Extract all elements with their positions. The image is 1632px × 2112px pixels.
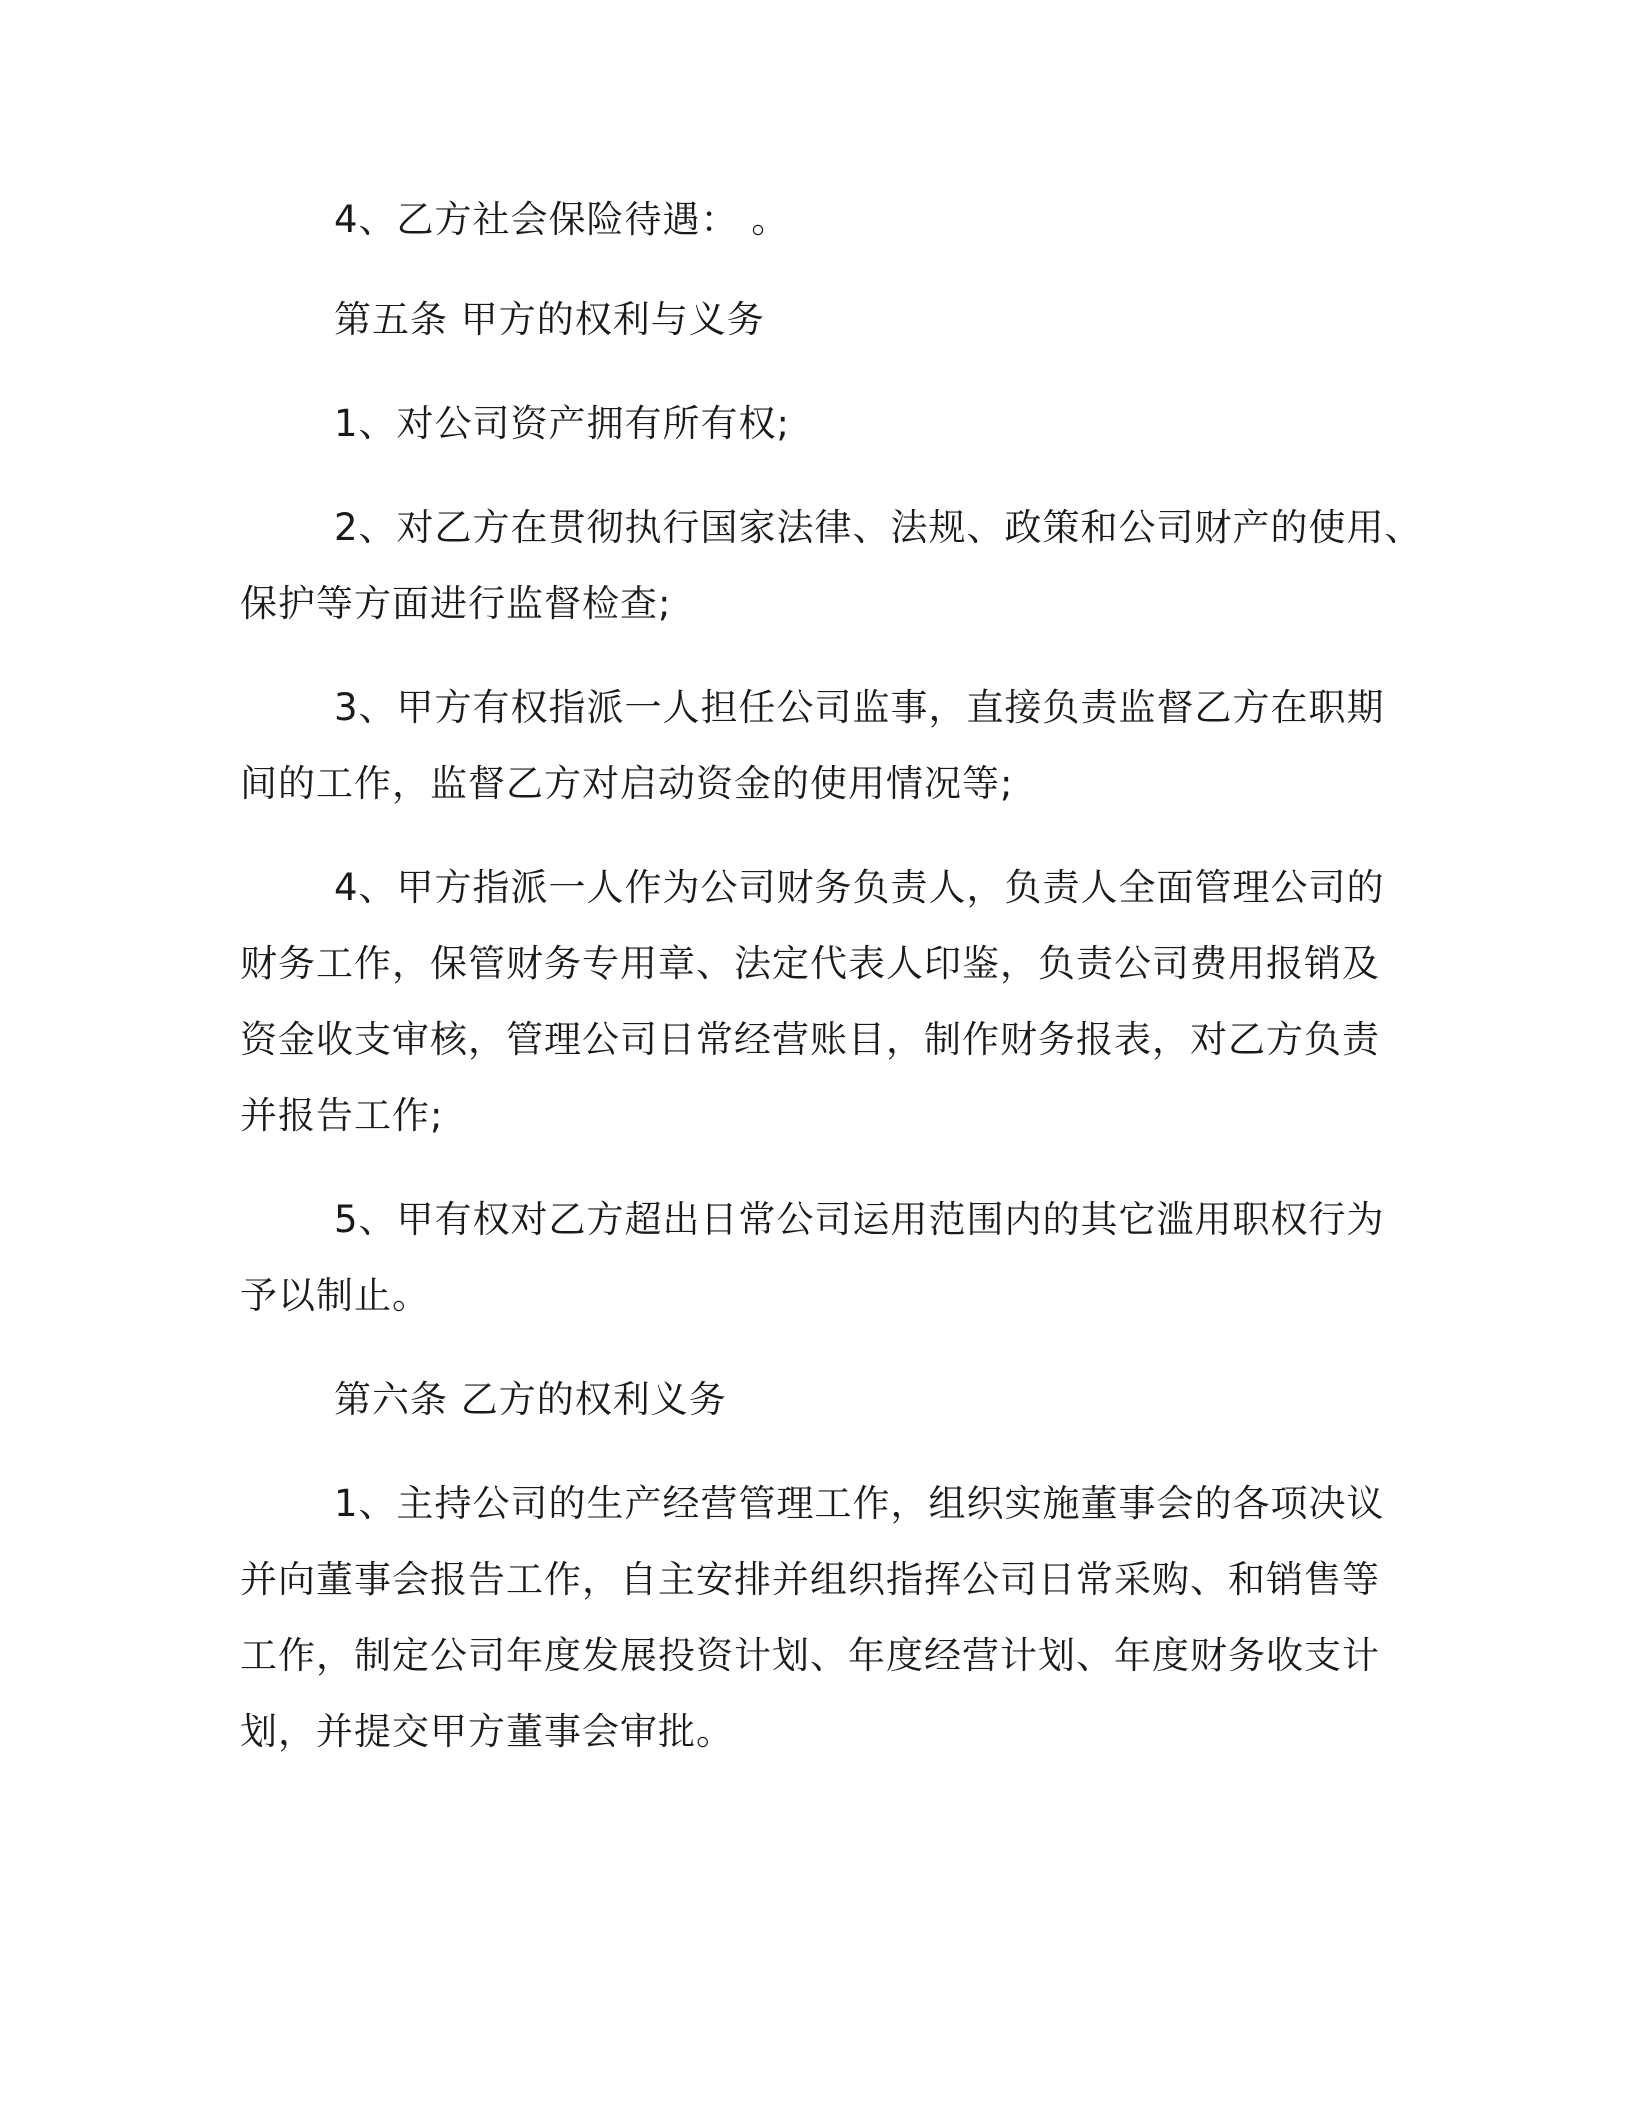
paragraph-line: 并向董事会报告工作，自主安排并组织指挥公司日常采购、和销售等	[240, 1558, 1380, 1601]
paragraph-line: 5、甲有权对乙方超出日常公司运用范围内的其它滥用职权行为	[334, 1198, 1385, 1241]
paragraph-line: 3、甲方有权指派一人担任公司监事，直接负责监督乙方在职期	[334, 686, 1385, 729]
paragraph-line: 划，并提交甲方董事会审批。	[240, 1710, 734, 1753]
paragraph-line: 并报告工作;	[240, 1094, 444, 1137]
section-heading: 第五条 甲方的权利与义务	[334, 298, 765, 341]
section-heading: 第六条 乙方的权利义务	[334, 1378, 727, 1421]
paragraph-line: 间的工作，监督乙方对启动资金的使用情况等;	[240, 762, 1014, 805]
paragraph-line: 资金收支审核，管理公司日常经营账目，制作财务报表，对乙方负责	[240, 1018, 1380, 1061]
paragraph-line: 财务工作，保管财务专用章、法定代表人印鉴，负责公司费用报销及	[240, 942, 1380, 985]
paragraph-line: 1、对公司资产拥有所有权;	[334, 402, 791, 445]
paragraph-line: 2、对乙方在贯彻执行国家法律、法规、政策和公司财产的使用、	[334, 506, 1423, 549]
paragraph-line: 4、甲方指派一人作为公司财务负责人，负责人全面管理公司的	[334, 866, 1385, 909]
paragraph-line: 4、乙方社会保险待遇： 。	[334, 198, 790, 241]
paragraph-line: 工作，制定公司年度发展投资计划、年度经营计划、年度财务收支计	[240, 1634, 1380, 1677]
paragraph-line: 1、主持公司的生产经营管理工作，组织实施董事会的各项决议	[334, 1482, 1385, 1525]
paragraph-line: 保护等方面进行监督检查;	[240, 582, 672, 625]
paragraph-line: 予以制止。	[240, 1274, 430, 1317]
